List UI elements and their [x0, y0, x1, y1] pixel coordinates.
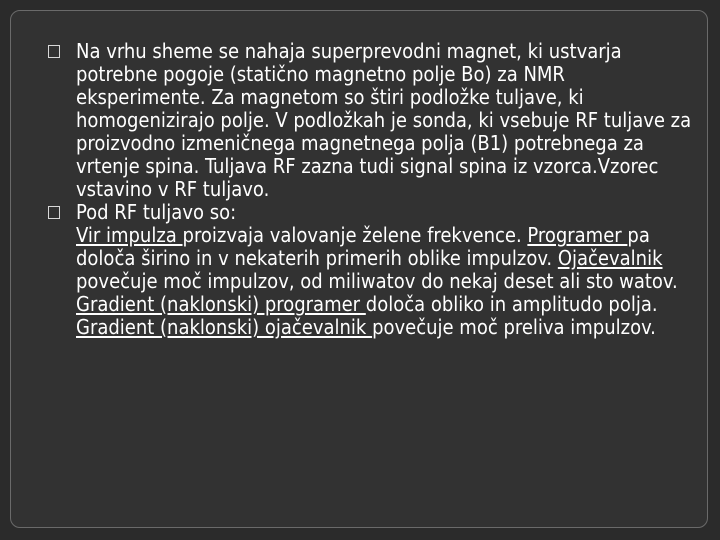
bullet-intro: Pod RF tuljavo so:: [76, 200, 237, 224]
text-segment: povečuje moč impulzov, od miliwatov do nekaj deset ali sto watov.: [76, 269, 678, 293]
term-gradient-programmer: Gradient (naklonski) programer: [76, 292, 366, 316]
text-segment: povečuje moč preliva impulzov.: [372, 315, 656, 339]
square-bullet-icon: [48, 206, 60, 219]
slide-content: [48, 40, 698, 339]
bullet-item-magnet: [48, 40, 698, 201]
bullet-text: Na vrhu sheme se nahaja superprevodni magnet, ki ustvarja potrebne pogoje (statično magnetno polje Bo) za NMR eksperimente. Za magnetom so štiri podložke tuljave, ki homogenizirajo polje. V podložkah je sonda, ki vsebuje RF tuljave za proizvodno izmeničnega magnetnega polja (B1) potrebnega za vrtenje spina. Tuljava RF zazna tudi signal spina iz vzorca.Vzorec vstavino v RF tuljavo.: [76, 39, 692, 201]
term-programmer: Programer: [527, 223, 628, 247]
text-segment: proizvaja valovanje želene frekvence.: [182, 223, 528, 247]
text-segment: pa določa širino in v nekaterih primerih oblike impulzov.: [76, 223, 650, 270]
text-segment: določa obliko in amplitudo polja.: [365, 292, 658, 316]
term-pulse-source: Vir impulza: [76, 223, 183, 247]
term-gradient-amplifier: Gradient (naklonski) ojačevalnik: [76, 315, 373, 339]
square-bullet-icon: [48, 45, 60, 58]
bullet-item-rf-components: [48, 201, 698, 339]
term-amplifier: Ojačevalnik: [557, 246, 663, 270]
bullet-components-text: [76, 224, 698, 339]
